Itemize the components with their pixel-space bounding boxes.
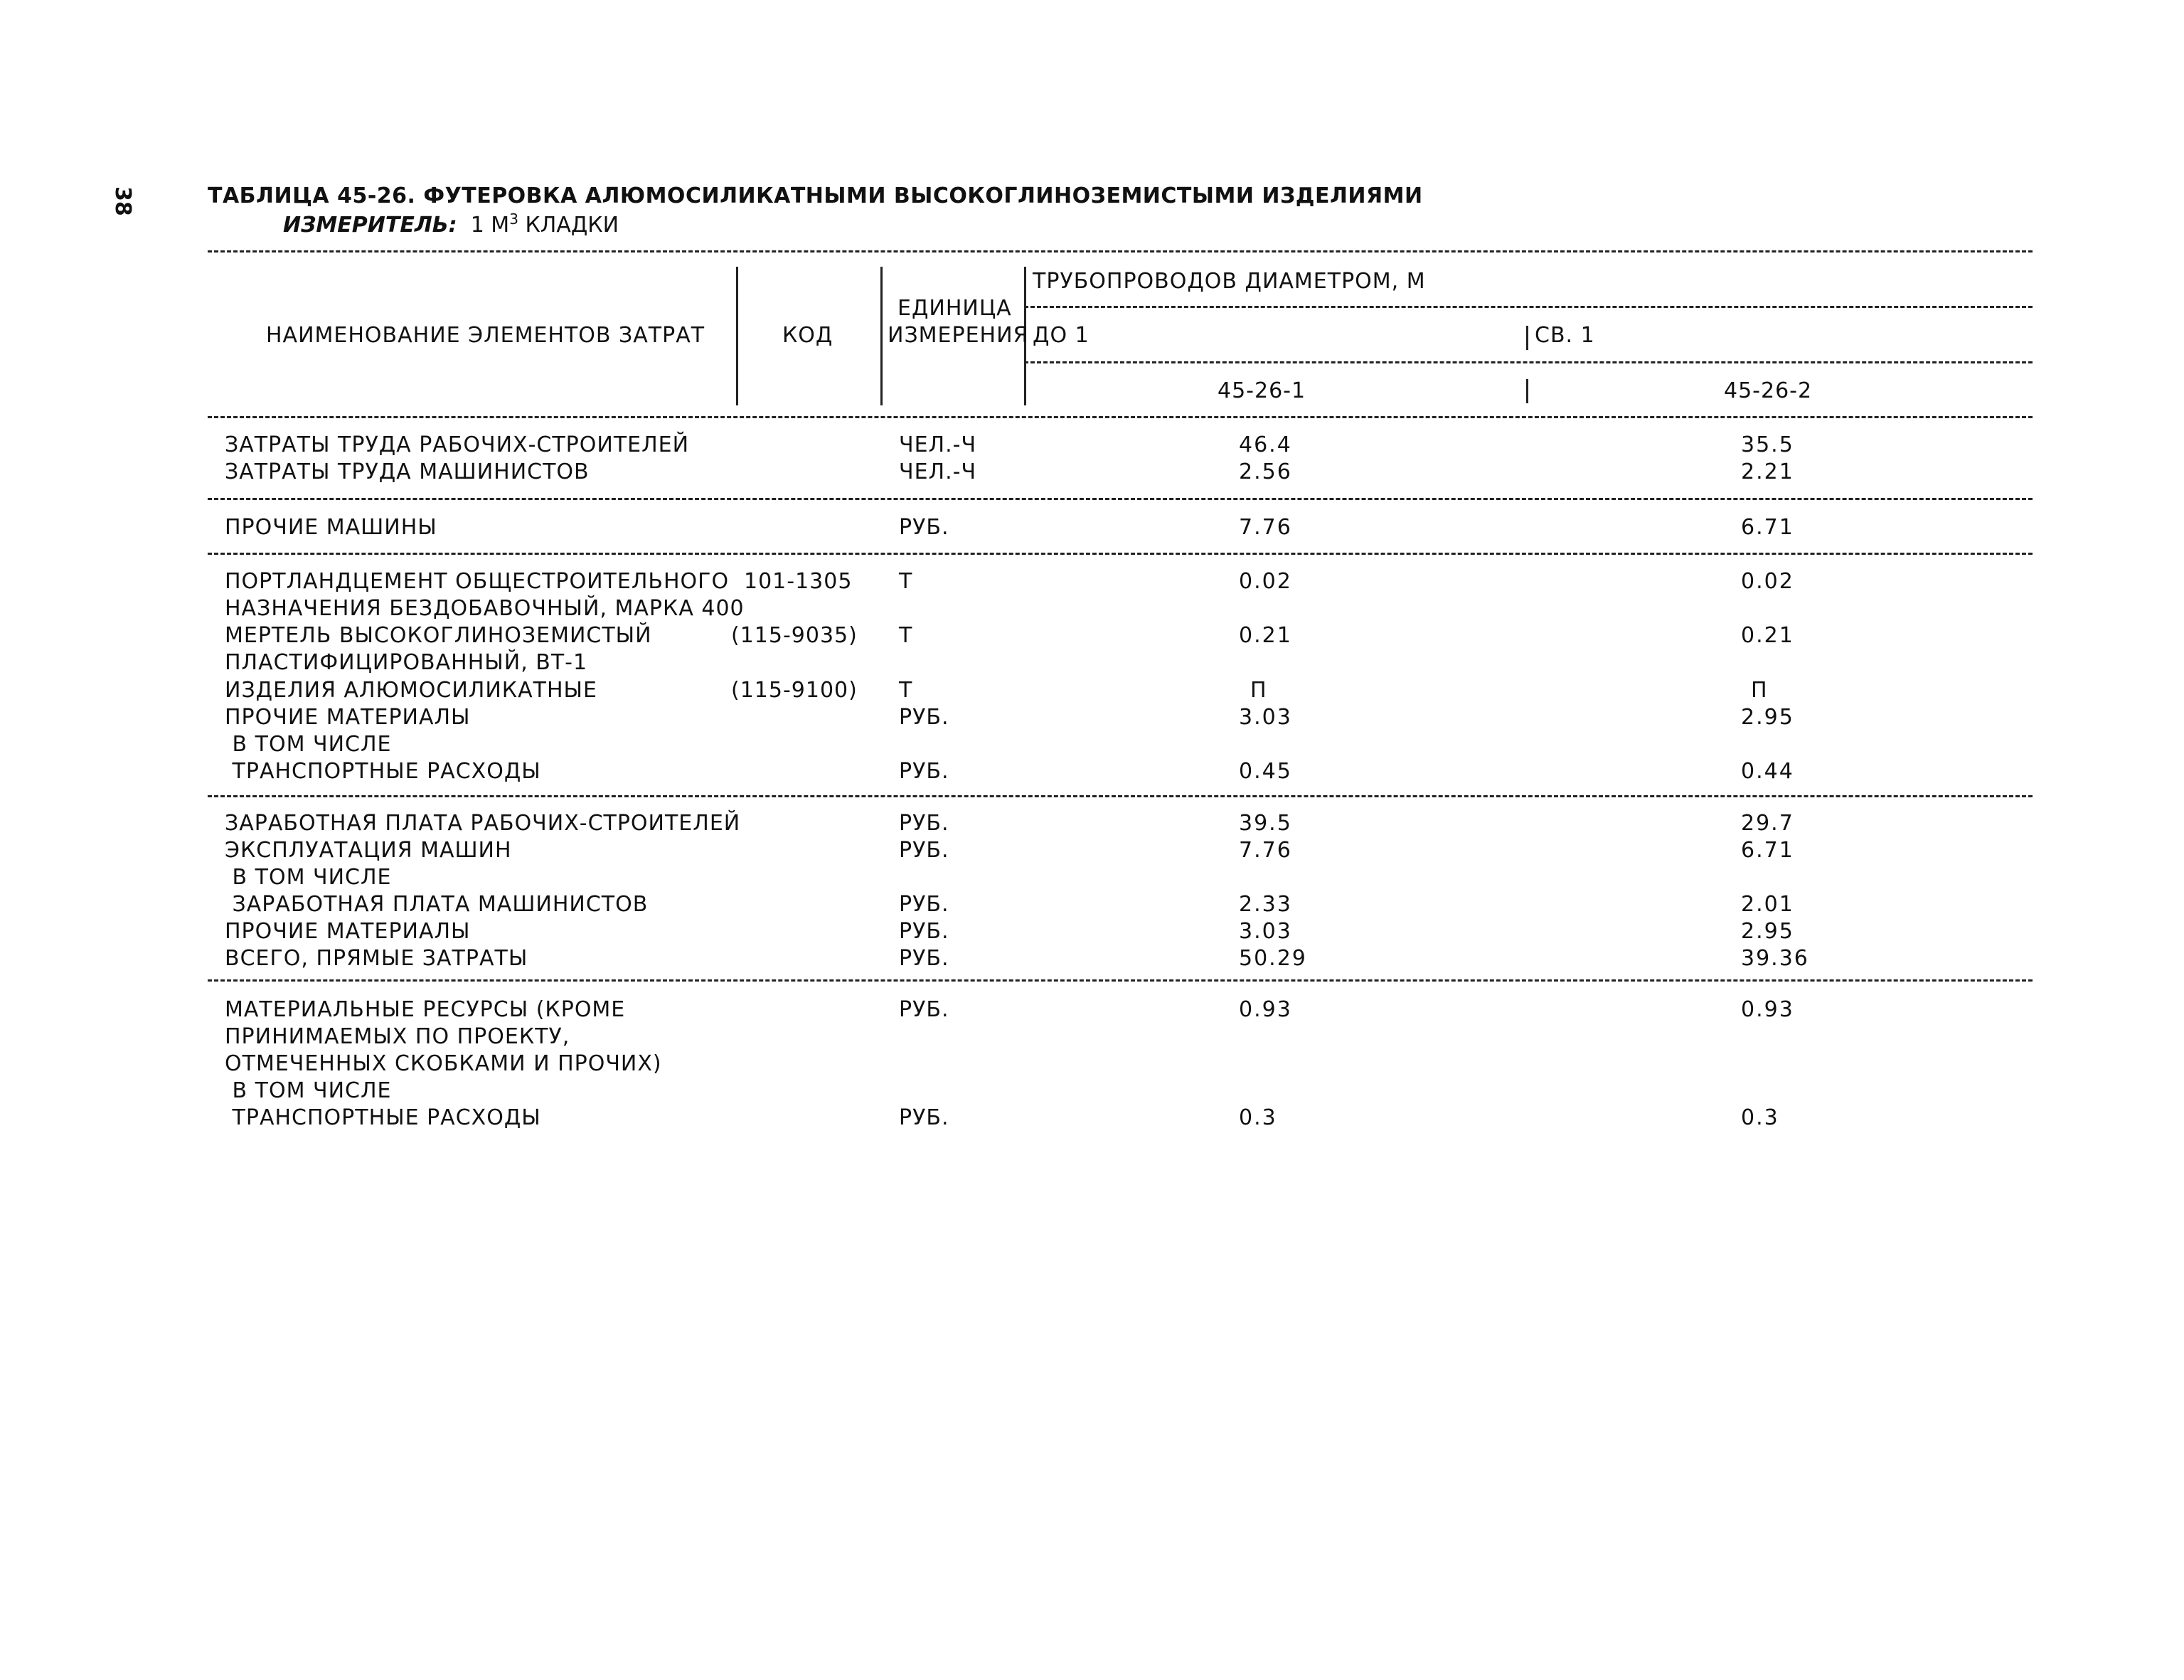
row-code: (115-9100): [731, 678, 858, 703]
row-value-1: 0.45: [1239, 759, 1292, 784]
row-name: В ТОМ ЧИСЛЕ: [225, 732, 392, 757]
row-name: ПРИНИМАЕМЫХ ПО ПРОЕКТУ,: [225, 1024, 570, 1049]
row-value-2: 0.3: [1741, 1105, 1779, 1130]
row-name: ЭКСПЛУАТАЦИЯ МАШИН: [225, 838, 512, 863]
header-group-rule: [1024, 306, 2033, 308]
header-group: ТРУБОПРОВОДОВ ДИАМЕТРОМ, М: [1033, 269, 1426, 294]
measure-line: [283, 211, 619, 238]
row-unit: РУБ.: [899, 919, 949, 944]
row-name: НАЗНАЧЕНИЯ БЕЗДОБАВОЧНЫЙ, МАРКА 400: [225, 596, 745, 621]
row-value-2: 0.21: [1741, 623, 1794, 648]
row-name: В ТОМ ЧИСЛЕ: [225, 1078, 392, 1103]
header-unit-2: ИЗМЕРЕНИЯ: [888, 323, 1029, 348]
row-name: ЗАТРАТЫ ТРУДА РАБОЧИХ-СТРОИТЕЛЕЙ: [225, 432, 690, 457]
header-sub-rule: [1024, 361, 2033, 363]
section-rule-4: [208, 979, 2033, 982]
row-name: ЗАРАБОТНАЯ ПЛАТА РАБОЧИХ-СТРОИТЕЛЕЙ: [225, 811, 741, 836]
header-code-1: 45-26-1: [1218, 378, 1306, 403]
row-value-1: 7.76: [1239, 838, 1292, 863]
section-rule-1: [208, 498, 2033, 500]
row-value-2: 2.95: [1741, 705, 1794, 730]
row-name: ОТМЕЧЕННЫХ СКОБКАМИ И ПРОЧИХ): [225, 1051, 662, 1076]
header-sub-2: СВ. 1: [1535, 323, 1595, 348]
row-value-1: 0.3: [1239, 1105, 1277, 1130]
header-top-rule: [208, 250, 2033, 252]
row-name: ПОРТЛАНДЦЕМЕНТ ОБЩЕСТРОИТЕЛЬНОГО: [225, 569, 730, 594]
row-value-2: 2.21: [1741, 459, 1794, 484]
row-value-1: 0.02: [1239, 569, 1292, 594]
row-value-1: 7.76: [1239, 515, 1292, 540]
row-unit: РУБ.: [899, 705, 949, 730]
row-name: ВСЕГО, ПРЯМЫЕ ЗАТРАТЫ: [225, 946, 528, 971]
row-unit: РУБ.: [899, 1105, 949, 1130]
row-name: ЗАТРАТЫ ТРУДА МАШИНИСТОВ: [225, 459, 590, 484]
row-code: 101-1305: [744, 569, 853, 594]
row-value-2: 29.7: [1741, 811, 1794, 836]
header-divider-sub: [1526, 326, 1528, 350]
measure-value: 1 М: [470, 213, 510, 238]
row-name: МАТЕРИАЛЬНЫЕ РЕСУРСЫ (КРОМЕ: [225, 997, 626, 1022]
row-unit: ЧЕЛ.-Ч: [899, 432, 977, 457]
row-unit: РУБ.: [899, 946, 949, 971]
row-value-1: П: [1250, 678, 1268, 703]
row-value-1: 39.5: [1239, 811, 1292, 836]
row-name: ПРОЧИЕ МАТЕРИАЛЫ: [225, 705, 471, 730]
row-name: ПЛАСТИФИЦИРОВАННЫЙ, ВТ-1: [225, 650, 588, 675]
row-value-2: П: [1751, 678, 1769, 703]
row-name: ПРОЧИЕ МАТЕРИАЛЫ: [225, 919, 471, 944]
header-sub-1: ДО 1: [1033, 323, 1090, 348]
row-value-1: 0.21: [1239, 623, 1292, 648]
row-name: МЕРТЕЛЬ ВЫСОКОГЛИНОЗЕМИСТЫЙ: [225, 623, 652, 648]
row-unit: Т: [899, 678, 913, 703]
header-code: КОД: [782, 323, 833, 348]
row-value-1: 2.33: [1239, 892, 1292, 917]
row-value-1: 0.93: [1239, 997, 1292, 1022]
row-value-1: 2.56: [1239, 459, 1292, 484]
row-name: ТРАНСПОРТНЫЕ РАСХОДЫ: [225, 1105, 541, 1130]
row-value-2: 0.44: [1741, 759, 1794, 784]
row-unit: Т: [899, 623, 913, 648]
measure-superscript: 3: [509, 211, 518, 228]
row-value-1: 46.4: [1239, 432, 1292, 457]
row-value-2: 6.71: [1741, 838, 1794, 863]
table-title: ТАБЛИЦА 45-26. ФУТЕРОВКА АЛЮМОСИЛИКАТНЫМИ ВЫСОКОГЛИНОЗЕМИСТЫМИ ИЗДЕЛИЯМИ: [208, 184, 1423, 208]
row-name: ИЗДЕЛИЯ АЛЮМОСИЛИКАТНЫЕ: [225, 678, 597, 703]
row-unit: РУБ.: [899, 759, 949, 784]
row-value-2: 35.5: [1741, 432, 1794, 457]
row-value-2: 2.95: [1741, 919, 1794, 944]
row-unit: Т: [899, 569, 913, 594]
header-divider-name: [736, 267, 738, 405]
row-unit: РУБ.: [899, 892, 949, 917]
row-value-1: 3.03: [1239, 919, 1292, 944]
row-unit: РУБ.: [899, 515, 949, 540]
row-value-2: 39.36: [1741, 946, 1809, 971]
row-value-2: 2.01: [1741, 892, 1794, 917]
header-name: НАИМЕНОВАНИЕ ЭЛЕМЕНТОВ ЗАТРАТ: [266, 323, 705, 348]
row-code: (115-9035): [731, 623, 858, 648]
row-value-1: 3.03: [1239, 705, 1292, 730]
row-unit: РУБ.: [899, 838, 949, 863]
row-unit: ЧЕЛ.-Ч: [899, 459, 977, 484]
row-name: ПРОЧИЕ МАШИНЫ: [225, 515, 437, 540]
header-code-2: 45-26-2: [1724, 378, 1813, 403]
header-divider-code2: [1526, 379, 1528, 403]
row-unit: РУБ.: [899, 811, 949, 836]
header-divider-code: [880, 267, 883, 405]
row-value-2: 0.02: [1741, 569, 1794, 594]
header-bottom-rule: [208, 416, 2033, 418]
row-value-2: 0.93: [1741, 997, 1794, 1022]
row-value-1: 50.29: [1239, 946, 1307, 971]
row-name: В ТОМ ЧИСЛЕ: [225, 865, 392, 890]
section-rule-3: [208, 795, 2033, 797]
row-name: ЗАРАБОТНАЯ ПЛАТА МАШИНИСТОВ: [225, 892, 649, 917]
page-number: 38: [110, 186, 135, 216]
measure-label: ИЗМЕРИТЕЛЬ:: [283, 213, 457, 238]
measure-unit: КЛАДКИ: [518, 213, 619, 238]
row-unit: РУБ.: [899, 997, 949, 1022]
section-rule-2: [208, 553, 2033, 555]
row-name: ТРАНСПОРТНЫЕ РАСХОДЫ: [225, 759, 541, 784]
header-unit-1: ЕДИНИЦА: [897, 296, 1012, 321]
row-value-2: 6.71: [1741, 515, 1794, 540]
